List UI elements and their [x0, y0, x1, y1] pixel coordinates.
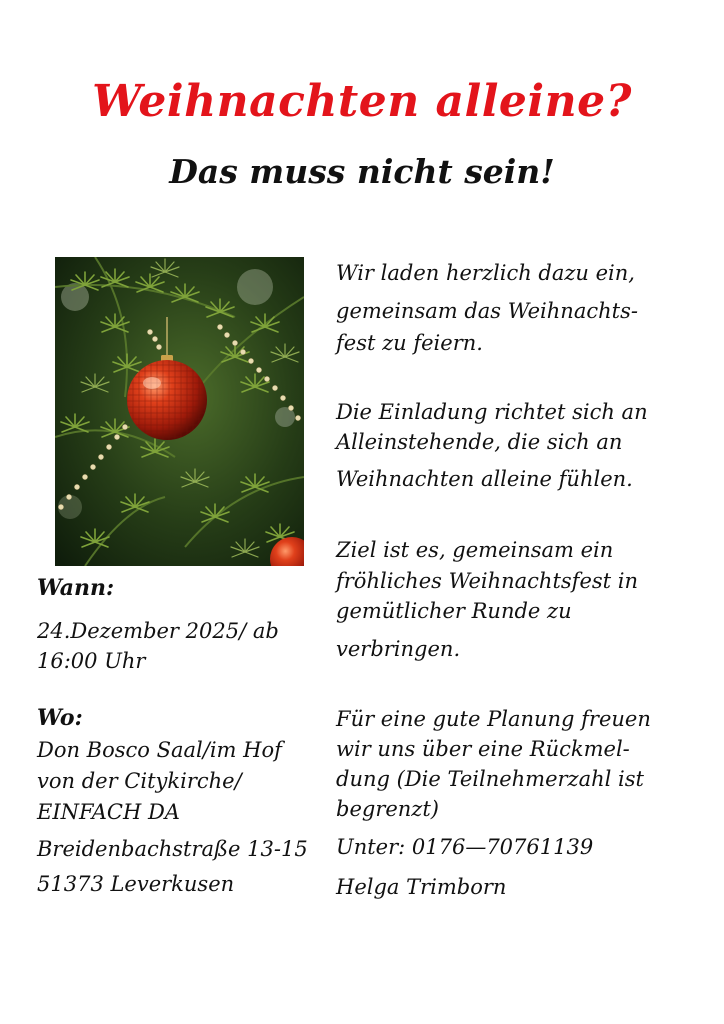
where-street: Breidenbachstraße 13-15	[37, 837, 308, 861]
where-label: Wo:	[37, 705, 83, 731]
when-time: 16:00 Uhr	[37, 649, 146, 673]
contact-phone: Unter: 0176—70761139	[336, 835, 594, 859]
contact-name: Helga Trimborn	[336, 875, 507, 899]
body-p1-line-3: fest zu feiern.	[336, 331, 483, 355]
body-p4-line-4: begrenzt)	[336, 797, 440, 821]
body-p4-line-3: dung (Die Teilnehmerzahl ist	[336, 767, 644, 791]
christmas-bauble-photo	[55, 257, 304, 566]
page-title: Weihnachten alleine?	[92, 76, 632, 127]
where-city: 51373 Leverkusen	[37, 872, 235, 896]
when-date: 24.Dezember 2025/ ab	[37, 619, 279, 643]
where-line-3: EINFACH DA	[37, 800, 180, 824]
body-p4-line-1: Für eine gute Planung freuen	[336, 707, 651, 731]
when-label: Wann:	[37, 575, 115, 601]
where-line-1: Don Bosco Saal/im Hof	[37, 738, 282, 762]
body-p2-line-2: Alleinstehende, die sich an	[336, 430, 623, 454]
where-line-2: von der Citykirche/	[37, 769, 242, 793]
body-p3-line-1: Ziel ist es, gemeinsam ein	[336, 538, 614, 562]
body-p3-line-3: gemütlicher Runde zu	[336, 599, 572, 623]
body-p3-line-4: verbringen.	[336, 637, 461, 661]
body-p1-line-1: Wir laden herzlich dazu ein,	[336, 261, 635, 285]
page-subtitle: Das muss nicht sein!	[169, 152, 555, 191]
body-p2-line-1: Die Einladung richtet sich an	[336, 400, 648, 424]
body-p2-line-3: Weihnachten alleine fühlen.	[336, 467, 633, 491]
body-p1-line-2: gemeinsam das Weihnachts-	[336, 299, 638, 323]
body-p4-line-2: wir uns über eine Rückmel-	[336, 737, 630, 761]
body-p3-line-2: fröhliches Weihnachtsfest in	[336, 569, 638, 593]
